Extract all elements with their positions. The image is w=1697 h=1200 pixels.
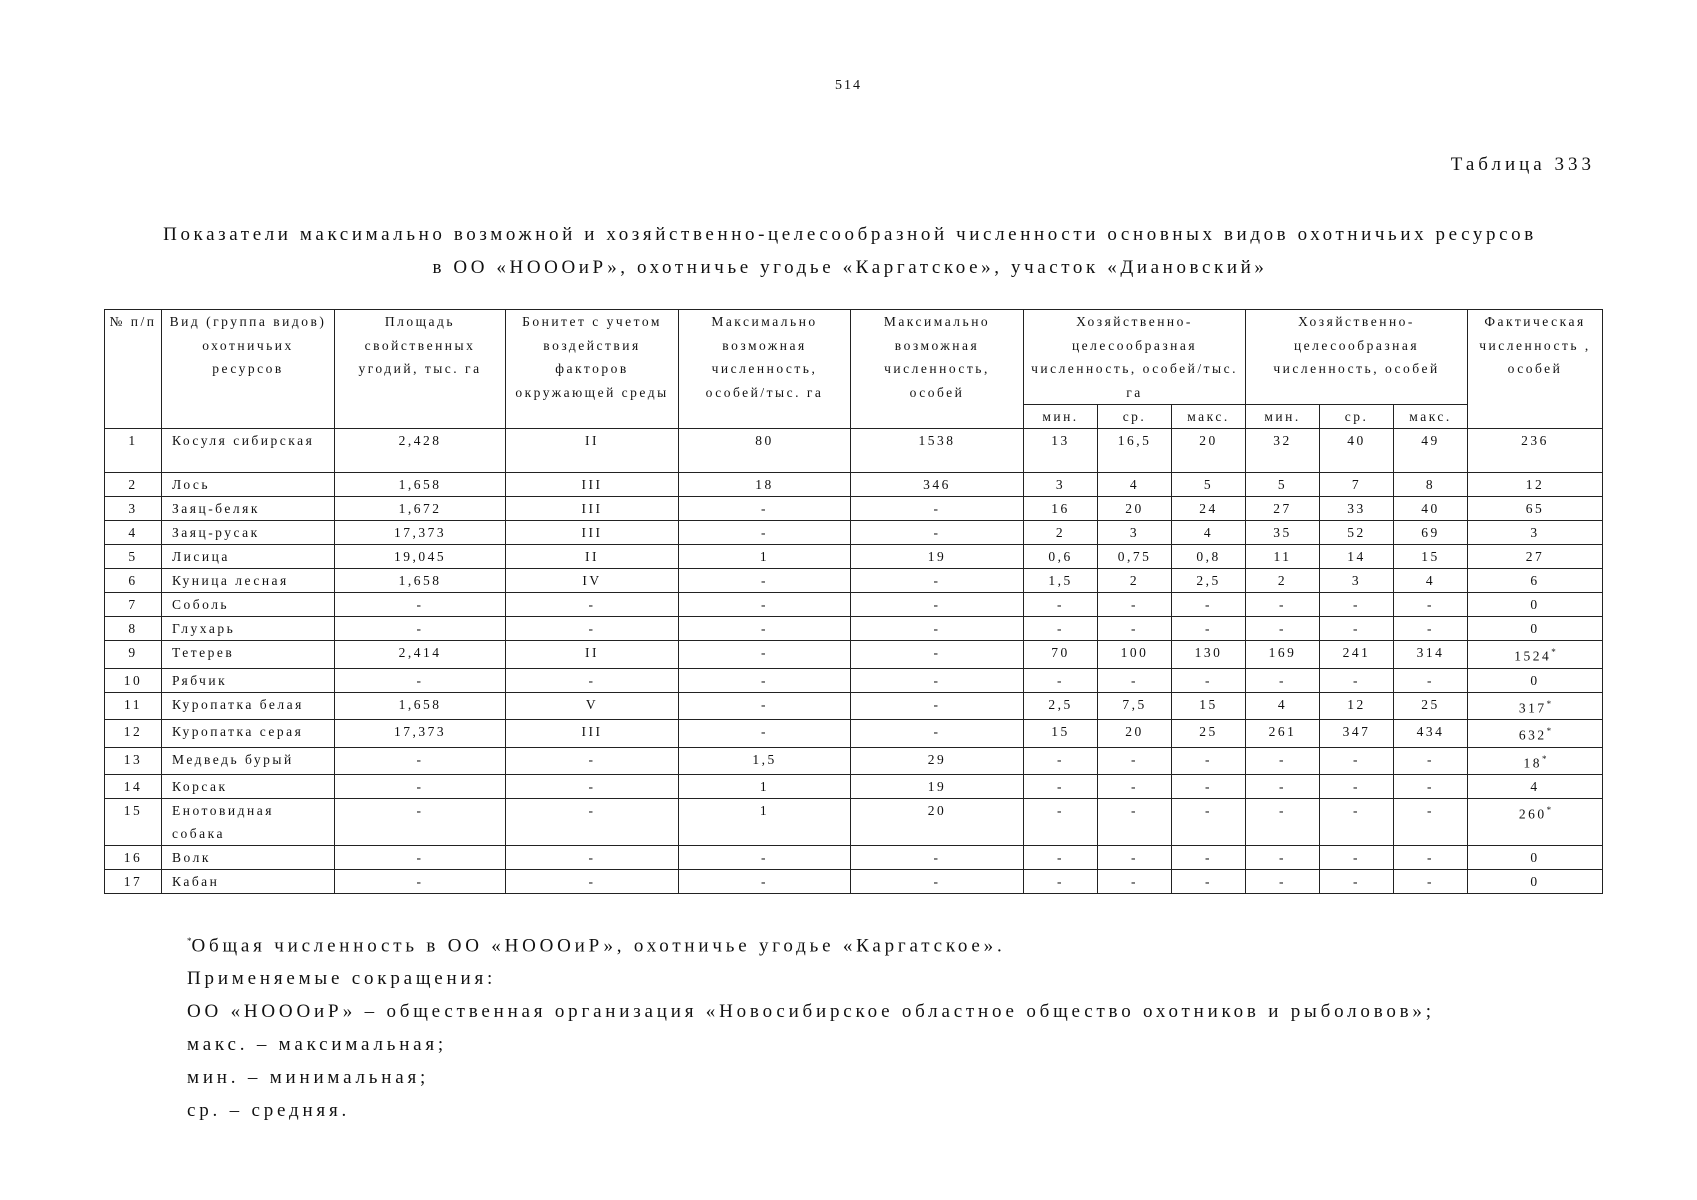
footnotes — [187, 925, 1435, 1127]
cell-max-density: 80 — [679, 429, 851, 473]
cell-actual-value: 0 — [1530, 621, 1540, 636]
table-row — [105, 545, 1603, 569]
cell-number: 14 — [105, 775, 162, 799]
abbreviation-item: мин. – минимальная; — [187, 1067, 430, 1089]
cell-count-min: - — [1246, 617, 1320, 641]
cell-actual-value: 3 — [1530, 525, 1540, 540]
cell-density-min: - — [1024, 870, 1098, 894]
cell-actual-value: 260 — [1518, 806, 1547, 822]
cell-max-count: - — [851, 497, 1024, 521]
cell-count-max: - — [1394, 846, 1468, 870]
cell-actual — [1468, 521, 1603, 545]
cell-actual-value: 27 — [1525, 549, 1545, 564]
cell-species: Рябчик — [162, 668, 335, 692]
cell-bonitet: III — [506, 720, 679, 748]
cell-bonitet: - — [506, 668, 679, 692]
cell-density-max: - — [1172, 846, 1246, 870]
cell-max-density: - — [679, 692, 851, 720]
cell-species: Медведь бурый — [162, 747, 335, 775]
cell-count-avg: - — [1320, 846, 1394, 870]
cell-bonitet: III — [506, 521, 679, 545]
cell-species: Лисица — [162, 545, 335, 569]
cell-actual — [1468, 497, 1603, 521]
cell-density-max: - — [1172, 775, 1246, 799]
cell-actual — [1468, 692, 1603, 720]
cell-count-avg: 7 — [1320, 473, 1394, 497]
cell-bonitet: - — [506, 617, 679, 641]
cell-count-min: - — [1246, 799, 1320, 846]
data-table — [104, 309, 1603, 894]
cell-species: Куропатка серая — [162, 720, 335, 748]
cell-number: 7 — [105, 593, 162, 617]
cell-density-max: 5 — [1172, 473, 1246, 497]
cell-bonitet: IV — [506, 569, 679, 593]
cell-count-max: - — [1394, 870, 1468, 894]
cell-number: 17 — [105, 870, 162, 894]
header-area: Площадь свойственных угодий, тыс. га — [335, 310, 506, 429]
cell-density-min: - — [1024, 593, 1098, 617]
cell-count-avg: - — [1320, 617, 1394, 641]
table-title — [100, 218, 1600, 284]
cell-actual-value: 65 — [1525, 501, 1545, 516]
cell-count-min: 27 — [1246, 497, 1320, 521]
header-max-count: Максимально возможная численность, особей — [851, 310, 1024, 429]
header-actual: Фактическая численность , особей — [1468, 310, 1603, 429]
table-row — [105, 775, 1603, 799]
cell-density-min: - — [1024, 799, 1098, 846]
cell-bonitet: - — [506, 593, 679, 617]
cell-density-min: 70 — [1024, 641, 1098, 669]
cell-density-avg: 4 — [1098, 473, 1172, 497]
footnote-star-text: Общая численность в ОО «НОООиР», охотничье угодье «Каргатское». — [191, 935, 1006, 957]
footnote-mark: * — [1546, 805, 1552, 815]
cell-density-min: - — [1024, 747, 1098, 775]
cell-count-min: 4 — [1246, 692, 1320, 720]
table-row — [105, 870, 1603, 894]
cell-max-density: - — [679, 521, 851, 545]
cell-count-avg: 347 — [1320, 720, 1394, 748]
cell-density-avg: - — [1098, 799, 1172, 846]
cell-density-avg: 20 — [1098, 720, 1172, 748]
cell-area: - — [335, 668, 506, 692]
cell-count-max: - — [1394, 593, 1468, 617]
cell-count-max: - — [1394, 668, 1468, 692]
cell-count-max: 314 — [1394, 641, 1468, 669]
cell-density-avg: - — [1098, 846, 1172, 870]
cell-count-avg: 14 — [1320, 545, 1394, 569]
cell-count-min: 32 — [1246, 429, 1320, 473]
footnote-mark: * — [1546, 698, 1552, 709]
cell-max-density: 1,5 — [679, 747, 851, 775]
table-row — [105, 521, 1603, 545]
cell-density-max: - — [1172, 747, 1246, 775]
subheader-density-max: макс. — [1172, 405, 1246, 429]
cell-area: 19,045 — [335, 545, 506, 569]
cell-max-density: 1 — [679, 775, 851, 799]
cell-density-min: - — [1024, 846, 1098, 870]
cell-count-max: - — [1394, 747, 1468, 775]
cell-actual-value: 1524 — [1514, 648, 1552, 664]
cell-actual — [1468, 569, 1603, 593]
cell-species: Заяц-русак — [162, 521, 335, 545]
cell-max-count: 19 — [851, 545, 1024, 569]
cell-max-density: - — [679, 593, 851, 617]
cell-bonitet: - — [506, 870, 679, 894]
cell-area: 1,658 — [335, 692, 506, 720]
header-hc-count: Хозяйственно-целесообразная численность, особей — [1246, 310, 1468, 405]
cell-density-max: 24 — [1172, 497, 1246, 521]
cell-bonitet: V — [506, 692, 679, 720]
cell-count-avg: 3 — [1320, 569, 1394, 593]
cell-density-min: 3 — [1024, 473, 1098, 497]
footnote-star-mark: * — [187, 936, 192, 946]
cell-area: 17,373 — [335, 720, 506, 748]
cell-actual-value: 236 — [1521, 433, 1549, 448]
cell-density-max: 2,5 — [1172, 569, 1246, 593]
cell-number: 12 — [105, 720, 162, 748]
cell-max-count: - — [851, 521, 1024, 545]
cell-density-min: 16 — [1024, 497, 1098, 521]
cell-area: 2,428 — [335, 429, 506, 473]
cell-area: - — [335, 593, 506, 617]
subheader-count-avg: ср. — [1320, 405, 1394, 429]
cell-count-max: 4 — [1394, 569, 1468, 593]
cell-density-avg: - — [1098, 870, 1172, 894]
cell-species: Куница лесная — [162, 569, 335, 593]
footnote-mark: * — [1551, 647, 1556, 657]
cell-max-count: - — [851, 846, 1024, 870]
cell-actual-value: 4 — [1530, 779, 1540, 794]
cell-density-min: 2 — [1024, 521, 1098, 545]
footnote-mark: * — [1546, 726, 1552, 736]
subheader-count-min: мин. — [1246, 405, 1320, 429]
cell-bonitet: II — [506, 545, 679, 569]
cell-actual-value: 0 — [1530, 850, 1540, 865]
table-row — [105, 593, 1603, 617]
cell-actual-value: 0 — [1530, 874, 1540, 889]
cell-max-density: 18 — [679, 473, 851, 497]
table-label: Таблица 333 — [1450, 154, 1595, 175]
cell-area: - — [335, 747, 506, 775]
cell-density-avg: 20 — [1098, 497, 1172, 521]
cell-count-max: - — [1394, 799, 1468, 846]
cell-area: - — [335, 617, 506, 641]
table-row — [105, 692, 1603, 720]
cell-area: - — [335, 846, 506, 870]
cell-max-count: - — [851, 593, 1024, 617]
cell-density-max: - — [1172, 593, 1246, 617]
cell-density-avg: 3 — [1098, 521, 1172, 545]
cell-actual — [1468, 668, 1603, 692]
cell-species: Косуля сибирская — [162, 429, 335, 473]
cell-count-max: - — [1394, 617, 1468, 641]
table-row — [105, 641, 1603, 669]
cell-count-max: 434 — [1394, 720, 1468, 748]
cell-count-avg: - — [1320, 747, 1394, 775]
cell-density-max: 4 — [1172, 521, 1246, 545]
cell-species: Заяц-беляк — [162, 497, 335, 521]
cell-actual-value: 317 — [1518, 700, 1547, 715]
table-row — [105, 497, 1603, 521]
cell-count-min: - — [1246, 846, 1320, 870]
cell-count-avg: 40 — [1320, 429, 1394, 473]
table-row — [105, 668, 1603, 692]
header-bonitet: Бонитет с учетом воздействия факторов окружающей среды — [506, 310, 679, 429]
cell-actual-value: 6 — [1530, 573, 1540, 588]
cell-density-avg: - — [1098, 593, 1172, 617]
cell-density-min: - — [1024, 617, 1098, 641]
cell-count-max: 15 — [1394, 545, 1468, 569]
cell-density-avg: 0,75 — [1098, 545, 1172, 569]
cell-max-count: - — [851, 617, 1024, 641]
cell-count-avg: 52 — [1320, 521, 1394, 545]
cell-max-count: 20 — [851, 799, 1024, 846]
subheader-density-avg: ср. — [1098, 405, 1172, 429]
cell-count-avg: - — [1320, 593, 1394, 617]
cell-density-max: 25 — [1172, 720, 1246, 748]
table-row — [105, 747, 1603, 775]
cell-actual — [1468, 545, 1603, 569]
cell-max-count: - — [851, 720, 1024, 748]
cell-count-avg: - — [1320, 668, 1394, 692]
cell-area: - — [335, 799, 506, 846]
cell-actual — [1468, 593, 1603, 617]
cell-max-density: 1 — [679, 545, 851, 569]
cell-count-avg: - — [1320, 775, 1394, 799]
cell-count-avg: 33 — [1320, 497, 1394, 521]
cell-max-count: - — [851, 692, 1024, 720]
table-row — [105, 799, 1603, 846]
cell-count-avg: - — [1320, 870, 1394, 894]
subheader-count-max: макс. — [1394, 405, 1468, 429]
header-hc-density: Хозяйственно-целесообразная численность, особей/тыс. га — [1024, 310, 1246, 405]
cell-number: 8 — [105, 617, 162, 641]
cell-count-max: 69 — [1394, 521, 1468, 545]
header-species: Вид (группа видов) охотничьих ресурсов — [162, 310, 335, 429]
header-number: № п/п — [105, 310, 162, 429]
cell-max-density: - — [679, 720, 851, 748]
cell-actual — [1468, 617, 1603, 641]
cell-density-min: 1,5 — [1024, 569, 1098, 593]
cell-area: 1,658 — [335, 569, 506, 593]
cell-density-avg: - — [1098, 775, 1172, 799]
cell-area: 1,672 — [335, 497, 506, 521]
cell-actual — [1468, 641, 1603, 669]
cell-max-count: - — [851, 569, 1024, 593]
cell-species: Соболь — [162, 593, 335, 617]
cell-density-max: - — [1172, 617, 1246, 641]
header-max-density: Максимально возможная численность, особей/тыс. га — [679, 310, 851, 429]
cell-number: 11 — [105, 692, 162, 720]
cell-actual — [1468, 747, 1603, 775]
cell-number: 13 — [105, 747, 162, 775]
cell-actual-value: 0 — [1530, 672, 1540, 688]
cell-count-min: - — [1246, 747, 1320, 775]
abbreviation-item: ср. – средняя. — [187, 1100, 351, 1122]
cell-actual — [1468, 775, 1603, 799]
cell-number: 10 — [105, 668, 162, 692]
cell-species: Лось — [162, 473, 335, 497]
cell-density-min: - — [1024, 668, 1098, 692]
cell-density-max: 15 — [1172, 692, 1246, 720]
table-title-line-1: Показатели максимально возможной и хозяйственно-целесообразной численности основных видов охотничьих ресурсов — [163, 224, 1537, 245]
cell-actual — [1468, 720, 1603, 748]
cell-number: 3 — [105, 497, 162, 521]
cell-max-density: 1 — [679, 799, 851, 846]
cell-max-count: - — [851, 870, 1024, 894]
cell-density-avg: 2 — [1098, 569, 1172, 593]
cell-density-max: - — [1172, 668, 1246, 692]
cell-bonitet: - — [506, 747, 679, 775]
data-table-wrapper — [104, 309, 1602, 894]
cell-max-density: - — [679, 846, 851, 870]
cell-area: 1,658 — [335, 473, 506, 497]
cell-number: 15 — [105, 799, 162, 846]
cell-max-density: - — [679, 617, 851, 641]
cell-count-avg: 12 — [1320, 692, 1394, 720]
cell-area: - — [335, 775, 506, 799]
footnote-mark: * — [1542, 753, 1547, 764]
cell-count-min: 35 — [1246, 521, 1320, 545]
subheader-density-min: мин. — [1024, 405, 1098, 429]
cell-species: Корсак — [162, 775, 335, 799]
cell-bonitet: II — [506, 641, 679, 669]
cell-bonitet: - — [506, 799, 679, 846]
cell-density-min: 2,5 — [1024, 692, 1098, 720]
table-row — [105, 429, 1603, 473]
cell-actual — [1468, 799, 1603, 846]
cell-count-min: 11 — [1246, 545, 1320, 569]
cell-number: 9 — [105, 641, 162, 669]
cell-count-min: - — [1246, 870, 1320, 894]
table-row — [105, 720, 1603, 748]
cell-actual — [1468, 846, 1603, 870]
abbreviation-item: макс. – максимальная; — [187, 1034, 448, 1056]
abbreviations-title: Применяемые сокращения: — [187, 968, 497, 990]
table-row — [105, 569, 1603, 593]
table-row — [105, 617, 1603, 641]
cell-density-min: 0,6 — [1024, 545, 1098, 569]
cell-max-density: - — [679, 870, 851, 894]
cell-area: 17,373 — [335, 521, 506, 545]
abbreviation-item: ОО «НОООиР» – общественная организация «Новосибирское областное общество охотников и рыболовов»; — [187, 1001, 1435, 1023]
cell-max-count: 1538 — [851, 429, 1024, 473]
cell-count-max: - — [1394, 775, 1468, 799]
cell-max-density: - — [679, 569, 851, 593]
cell-density-min: 13 — [1024, 429, 1098, 473]
cell-species: Кабан — [162, 870, 335, 894]
cell-count-avg: - — [1320, 799, 1394, 846]
cell-max-count: - — [851, 668, 1024, 692]
cell-count-min: - — [1246, 668, 1320, 692]
cell-area: 2,414 — [335, 641, 506, 669]
cell-number: 4 — [105, 521, 162, 545]
table-body — [105, 429, 1603, 894]
cell-species: Глухарь — [162, 617, 335, 641]
cell-count-min: 2 — [1246, 569, 1320, 593]
cell-count-min: - — [1246, 775, 1320, 799]
cell-density-avg: 7,5 — [1098, 692, 1172, 720]
cell-max-count: 19 — [851, 775, 1024, 799]
page-number: 514 — [835, 78, 862, 93]
cell-count-max: 8 — [1394, 473, 1468, 497]
cell-number: 5 — [105, 545, 162, 569]
cell-actual-value: 0 — [1530, 597, 1540, 612]
cell-actual — [1468, 429, 1603, 473]
cell-count-min: - — [1246, 593, 1320, 617]
table-row — [105, 846, 1603, 870]
footnote-star — [187, 925, 1435, 962]
cell-bonitet: II — [506, 429, 679, 473]
cell-count-min: 261 — [1246, 720, 1320, 748]
cell-actual — [1468, 870, 1603, 894]
cell-density-avg: - — [1098, 668, 1172, 692]
cell-bonitet: III — [506, 497, 679, 521]
cell-bonitet: - — [506, 775, 679, 799]
cell-density-max: 130 — [1172, 641, 1246, 669]
cell-density-max: - — [1172, 870, 1246, 894]
cell-density-max: 20 — [1172, 429, 1246, 473]
cell-density-avg: 100 — [1098, 641, 1172, 669]
cell-density-avg: 16,5 — [1098, 429, 1172, 473]
cell-actual — [1468, 473, 1603, 497]
cell-density-max: - — [1172, 799, 1246, 846]
cell-density-min: - — [1024, 775, 1098, 799]
cell-max-count: 29 — [851, 747, 1024, 775]
cell-count-min: 169 — [1246, 641, 1320, 669]
cell-max-count: 346 — [851, 473, 1024, 497]
cell-actual-value: 632 — [1518, 727, 1547, 743]
cell-actual-value: 12 — [1525, 477, 1545, 492]
cell-max-density: - — [679, 668, 851, 692]
cell-count-min: 5 — [1246, 473, 1320, 497]
cell-density-min: 15 — [1024, 720, 1098, 748]
cell-number: 6 — [105, 569, 162, 593]
cell-species: Енотовидная собака — [162, 799, 335, 846]
table-row — [105, 473, 1603, 497]
cell-number: 2 — [105, 473, 162, 497]
cell-bonitet: III — [506, 473, 679, 497]
cell-actual-value: 18 — [1523, 755, 1543, 770]
cell-density-max: 0,8 — [1172, 545, 1246, 569]
table-title-line-2: в ОО «НОООиР», охотничье угодье «Каргатское», участок «Диановский» — [432, 257, 1268, 278]
cell-density-avg: - — [1098, 617, 1172, 641]
cell-number: 16 — [105, 846, 162, 870]
cell-species: Тетерев — [162, 641, 335, 669]
cell-max-density: - — [679, 497, 851, 521]
cell-number: 1 — [105, 429, 162, 473]
cell-count-max: 40 — [1394, 497, 1468, 521]
cell-species: Волк — [162, 846, 335, 870]
cell-count-max: 25 — [1394, 692, 1468, 720]
cell-count-avg: 241 — [1320, 641, 1394, 669]
cell-area: - — [335, 870, 506, 894]
cell-max-count: - — [851, 641, 1024, 669]
cell-max-density: - — [679, 641, 851, 669]
cell-density-avg: - — [1098, 747, 1172, 775]
cell-species: Куропатка белая — [162, 692, 335, 720]
cell-bonitet: - — [506, 846, 679, 870]
cell-count-max: 49 — [1394, 429, 1468, 473]
